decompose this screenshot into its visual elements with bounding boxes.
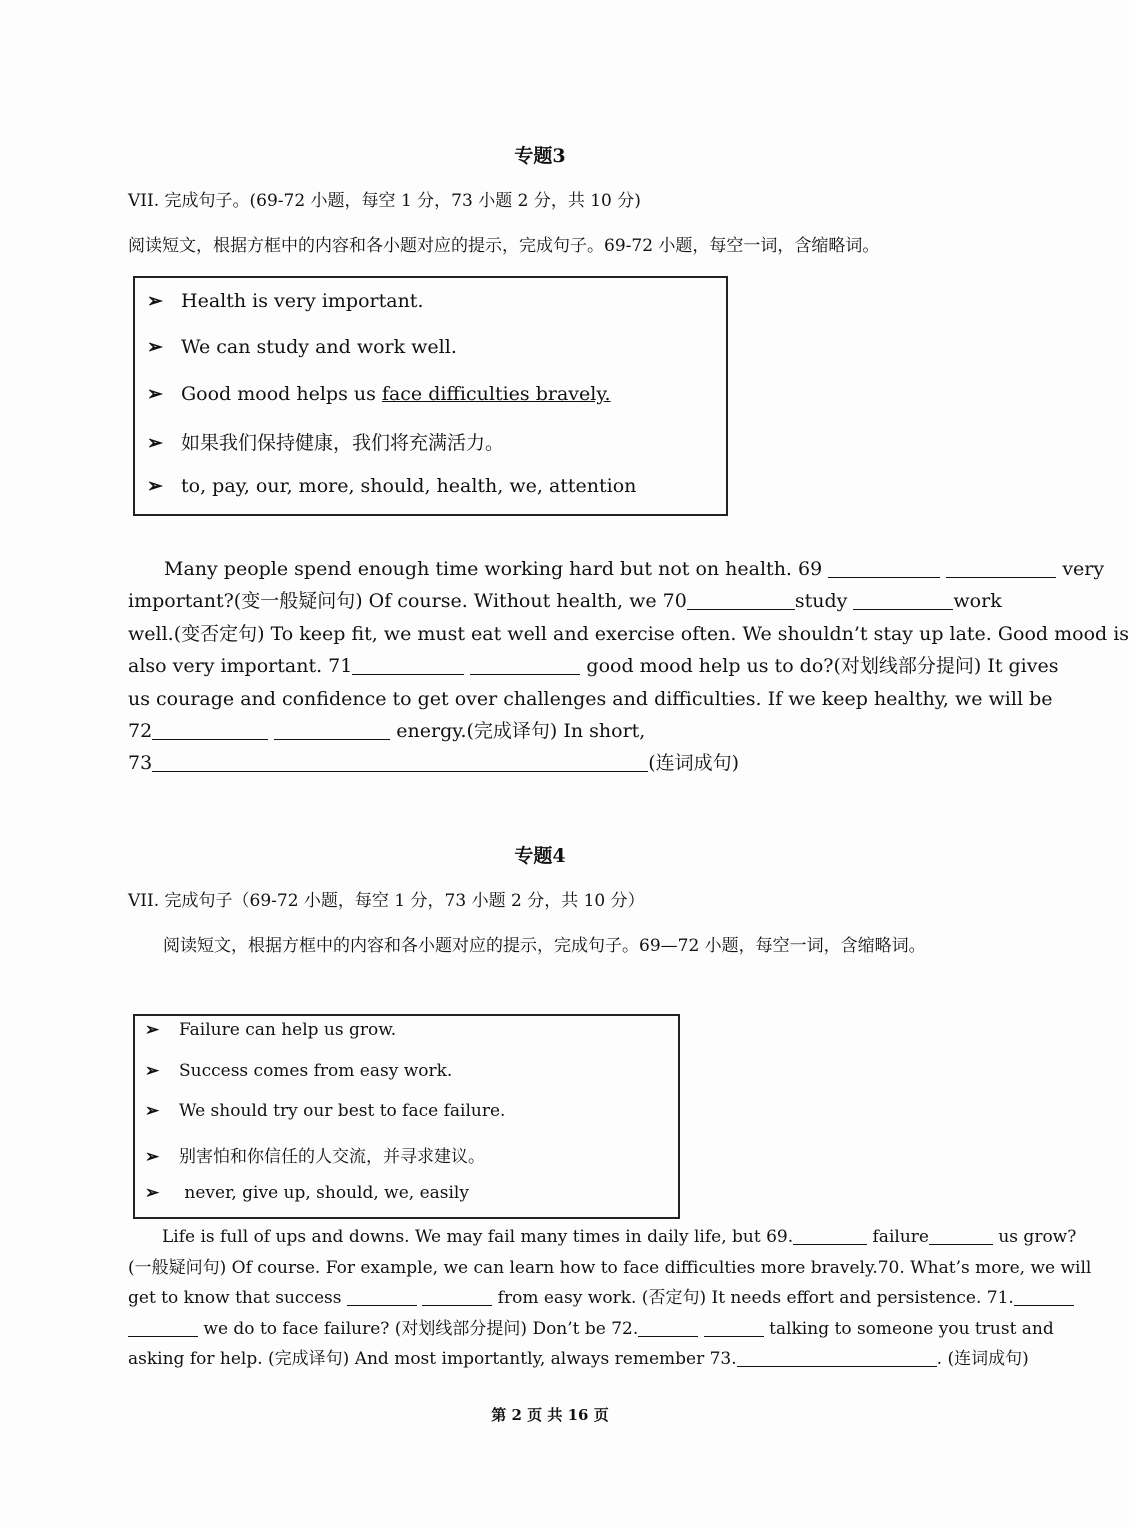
section4-box-item: ➢ We should try our best to face failure. bbox=[145, 1101, 506, 1121]
section4-box-item: ➢ Success comes from easy work. bbox=[145, 1061, 453, 1081]
bullet-arrow-icon: ➢ bbox=[145, 1020, 160, 1040]
section3-instruction-detail: 阅读短文，根据方框中的内容和各小题对应的提示，完成句子。69-72 小题，每空一词，含缩略词。 bbox=[128, 236, 880, 256]
section3-passage: Many people spend enough time working hard but not on health. 69 very important?(变一般疑问句) Of course. Without health, we 70 study work well.(变否定句) To keep fit, we must eat well and exercise often. We shouldn’t stay up late. Good mood is also very important. 71 good mood help us to do?(对划线部分提问) It gives us courage and confidence to get over challenges and difficulties. If we keep healthy, we will be 72 energy.(完成译句) In short, 73 (连词成句) bbox=[128, 558, 1129, 775]
blank-69a[interactable] bbox=[793, 1227, 867, 1245]
section3-box-item: ➢ Health is very important. bbox=[147, 290, 424, 312]
blank-70a[interactable] bbox=[347, 1288, 417, 1306]
bullet-arrow-icon: ➢ bbox=[145, 1101, 160, 1121]
blank-72a[interactable] bbox=[638, 1319, 698, 1337]
section3-instruction-title: VII. 完成句子。(69-72 小题，每空 1 分，73 小题 2 分，共 10 分) bbox=[128, 191, 641, 211]
section3-hint-box bbox=[133, 276, 728, 516]
section4-box-item: ➢ 别害怕和你信任的人交流，并寻求建议。 bbox=[145, 1147, 485, 1167]
blank-71b[interactable] bbox=[128, 1319, 198, 1337]
bullet-arrow-icon: ➢ bbox=[145, 1183, 160, 1203]
blank-70b[interactable] bbox=[422, 1288, 492, 1306]
section4-instruction-detail: 阅读短文，根据方框中的内容和各小题对应的提示，完成句子。69—72 小题，每空一词，含缩略词。 bbox=[163, 936, 926, 956]
blank-72b[interactable] bbox=[704, 1319, 764, 1337]
bullet-arrow-icon: ➢ bbox=[145, 1147, 160, 1167]
blank-73[interactable] bbox=[737, 1349, 937, 1367]
section4-instruction-title: VII. 完成句子（69-72 小题，每空 1 分，73 小题 2 分，共 10 分） bbox=[128, 891, 645, 911]
section4-hint-box bbox=[133, 1014, 680, 1219]
bullet-arrow-icon: ➢ bbox=[147, 290, 163, 312]
blank-71b[interactable] bbox=[470, 655, 580, 675]
section3-box-item: ➢ We can study and work well. bbox=[147, 336, 457, 358]
bullet-arrow-icon: ➢ bbox=[147, 383, 163, 405]
blank-70b[interactable] bbox=[853, 590, 953, 610]
section4-box-item: ➢ Failure can help us grow. bbox=[145, 1020, 397, 1040]
blank-71a[interactable] bbox=[352, 655, 464, 675]
page-number-footer: 第 2 页 共 16 页 bbox=[491, 1406, 609, 1424]
section4-passage: Life is full of ups and downs. We may fail many times in daily life, but 69. failure us grow? (一般疑问句) Of course. For example, we can learn how to face difficulties more bravely.70. What’s more, we will get to know that success from easy work. (否定句) It needs effort and persistence. 71. we do to face failure? (对划线部分提问) Don’t be 72. talking to someone you trust and asking for help. (完成译句) And most importantly, always remember 73. . (连词成句) bbox=[128, 1227, 1092, 1370]
blank-69b[interactable] bbox=[929, 1227, 993, 1245]
blank-72a[interactable] bbox=[152, 720, 268, 740]
section4-box-item: ➢ never, give up, should, we, easily bbox=[145, 1183, 469, 1203]
bullet-arrow-icon: ➢ bbox=[147, 475, 163, 497]
blank-69a[interactable] bbox=[828, 558, 940, 578]
bullet-arrow-icon: ➢ bbox=[147, 432, 163, 454]
section3-heading: 专题3 bbox=[514, 145, 566, 167]
section4-heading: 专题4 bbox=[514, 845, 566, 867]
bullet-arrow-icon: ➢ bbox=[145, 1061, 160, 1081]
blank-73[interactable] bbox=[152, 752, 648, 772]
section3-box-item: ➢ 如果我们保持健康，我们将充满活力。 bbox=[147, 432, 505, 454]
bullet-arrow-icon: ➢ bbox=[147, 336, 163, 358]
blank-71a[interactable] bbox=[1014, 1288, 1074, 1306]
section3-box-item: ➢ Good mood helps us face difficulties bravely. bbox=[147, 383, 611, 405]
blank-72b[interactable] bbox=[274, 720, 390, 740]
underlined-phrase: face difficulties bravely. bbox=[381, 383, 611, 405]
section3-box-item: ➢ to, pay, our, more, should, health, we, attention bbox=[147, 475, 637, 497]
blank-70a[interactable] bbox=[687, 590, 795, 610]
blank-69b[interactable] bbox=[946, 558, 1056, 578]
